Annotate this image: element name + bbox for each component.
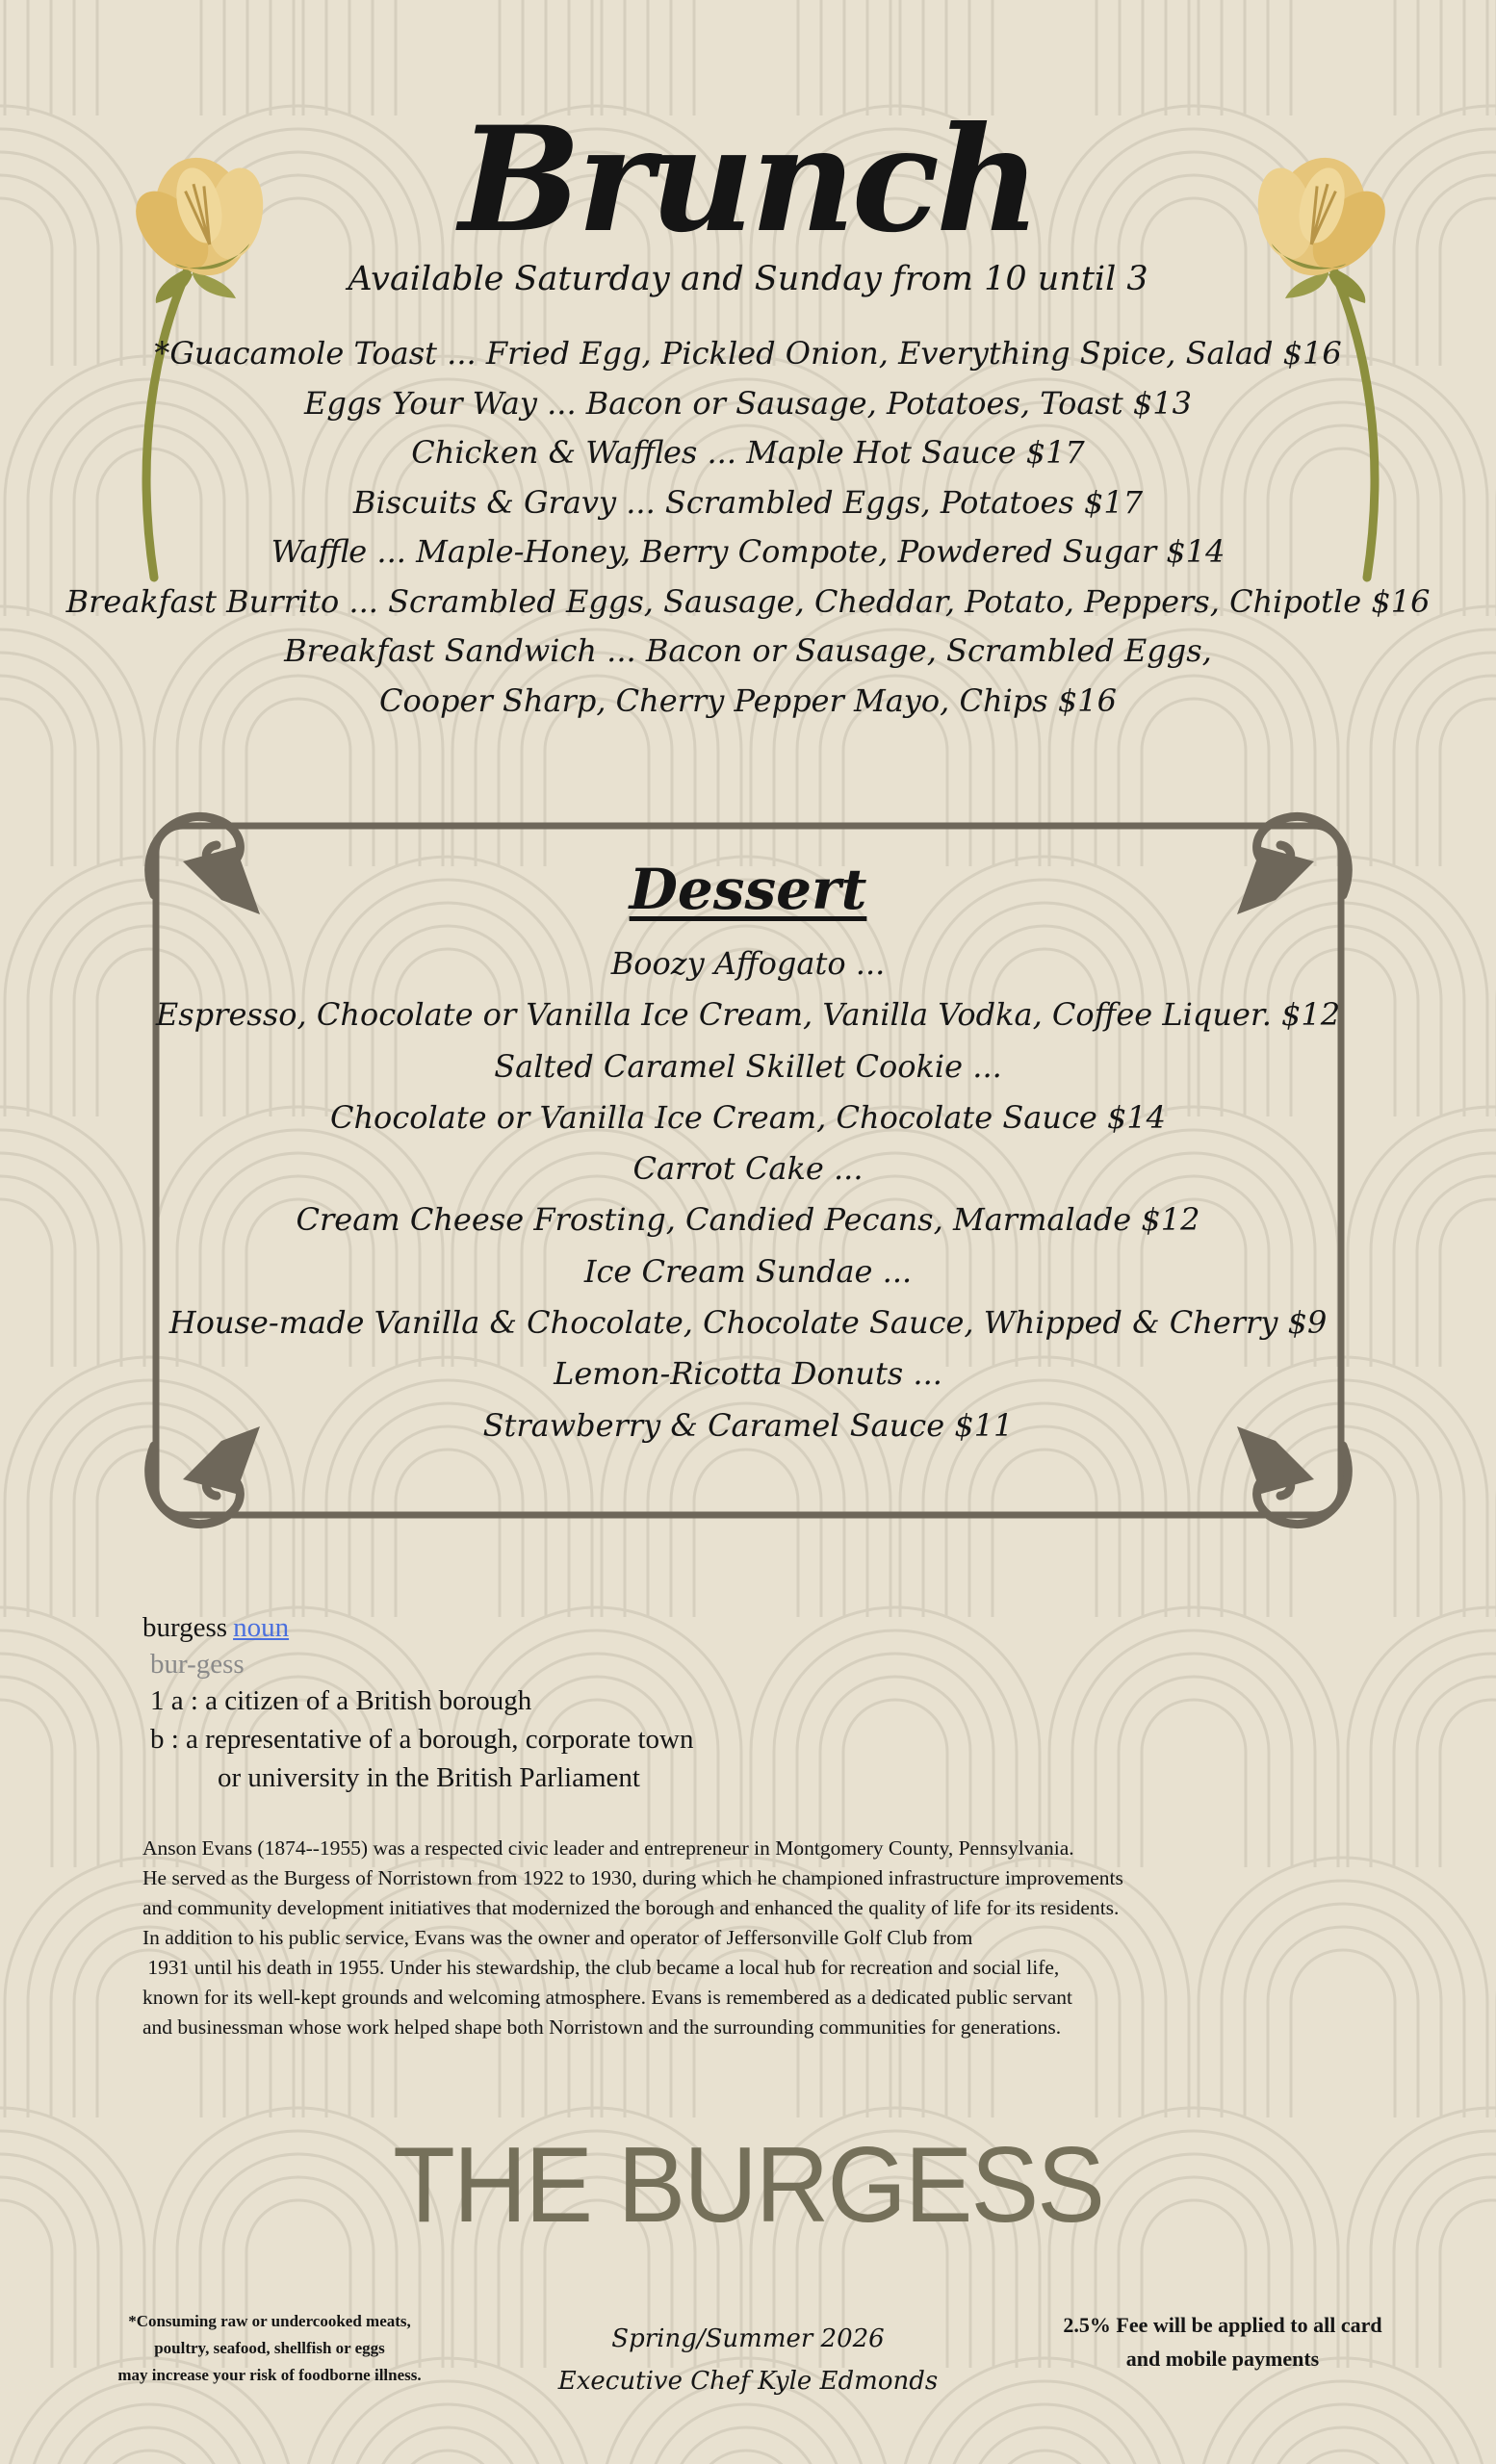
fee-line: 2.5% Fee will be applied to all card <box>1063 2313 1382 2337</box>
menu-item: Boozy Affogato ... <box>610 945 886 982</box>
burgess-definition <box>142 1609 693 1796</box>
menu-item: House-made Vanilla & Chocolate, Chocolate Sauce, Whipped & Cherry $9 <box>168 1304 1328 1342</box>
fee-line: and mobile payments <box>1125 2347 1320 2371</box>
menu-item: Ice Cream Sundae ... <box>583 1252 913 1290</box>
brunch-hours: Available Saturday and Sunday from 10 until 3 <box>348 260 1148 298</box>
menu-item: Lemon-Ricotta Donuts ... <box>554 1355 942 1393</box>
definition-1b: b : a representative of a borough, corporate town <box>150 1724 694 1755</box>
menu-item: Breakfast Burrito ... Scrambled Eggs, Sausage, Cheddar, Potato, Peppers, Chipotle $16 <box>65 582 1431 620</box>
definition-word: burgess <box>142 1612 228 1643</box>
pronunciation: bur-gess <box>150 1649 245 1680</box>
bio-line: He served as the Burgess of Norristown from 1922 to 1930, during which he championed infrastructure improvements <box>142 1866 1123 1889</box>
anson-evans-bio <box>142 1834 1375 2042</box>
disclaimer-line: *Consuming raw or undercooked meats, <box>128 2312 411 2330</box>
menu-item: Biscuits & Gravy ... Scrambled Eggs, Potatoes $17 <box>352 483 1144 521</box>
bio-line: In addition to his public service, Evans was the owner and operator of Jeffersonville Golf Club from <box>142 1926 973 1949</box>
disclaimer-line: may increase your risk of foodborne illness. <box>117 2366 422 2384</box>
part-of-speech-link[interactable]: noun <box>233 1612 290 1643</box>
menu-item: Chicken & Waffles ... Maple Hot Sauce $17 <box>411 434 1085 471</box>
chef-label: Executive Chef Kyle Edmonds <box>557 2367 939 2396</box>
bio-line: and businessman whose work helped shape both Norristown and the surrounding communities for generations. <box>142 2015 1062 2039</box>
brunch-title: Brunch <box>458 95 1038 265</box>
the-burgess-logo: THE BURGESS <box>393 2125 1103 2245</box>
disclaimer-line: poultry, seafood, shellfish or eggs <box>154 2339 385 2357</box>
menu-item: Strawberry & Caramel Sauce $11 <box>482 1406 1014 1444</box>
season-label: Spring/Summer 2026 <box>611 2324 885 2353</box>
definition-1a: 1 a : a citizen of a British borough <box>150 1685 532 1716</box>
payment-fee-notice <box>1020 2308 1425 2375</box>
menu-item: Chocolate or Vanilla Ice Cream, Chocolate Sauce $14 <box>329 1098 1167 1136</box>
brunch-menu-list <box>0 329 1496 726</box>
bio-line: and community development initiatives that modernized the borough and enhanced the quality of life for its residents. <box>142 1896 1120 1919</box>
dessert-menu-list <box>0 938 1496 1451</box>
dessert-title: Dessert <box>629 857 867 922</box>
bio-line: known for its well-kept grounds and welcoming atmosphere. Evans is remembered as a dedicated public servant <box>142 1986 1073 2009</box>
menu-item: Cooper Sharp, Cherry Pepper Mayo, Chips $16 <box>379 681 1117 719</box>
bio-line: Anson Evans (1874--1955) was a respected civic leader and entrepreneur in Montgomery County, Pennsylvania. <box>142 1836 1074 1860</box>
menu-item: Eggs Your Way ... Bacon or Sausage, Potatoes, Toast $13 <box>304 384 1192 422</box>
menu-item: Espresso, Chocolate or Vanilla Ice Cream, Vanilla Vodka, Coffee Liquer. $12 <box>155 996 1341 1034</box>
menu-item: *Guacamole Toast ... Fried Egg, Pickled Onion, Everything Spice, Salad $16 <box>154 335 1342 372</box>
menu-item: Cream Cheese Frosting, Candied Pecans, Marmalade $12 <box>296 1201 1200 1239</box>
menu-item: Carrot Cake ... <box>632 1150 864 1188</box>
bio-line: 1931 until his death in 1955. Under his stewardship, the club became a local hub for recreation and social life, <box>142 1956 1060 1979</box>
definition-1b-continued: or university in the British Parliament <box>218 1762 640 1793</box>
menu-item: Breakfast Sandwich ... Bacon or Sausage, Scrambled Eggs, <box>284 632 1212 669</box>
menu-item: Waffle ... Maple-Honey, Berry Compote, Powdered Sugar $14 <box>271 533 1225 570</box>
menu-item: Salted Caramel Skillet Cookie ... <box>494 1047 1002 1085</box>
